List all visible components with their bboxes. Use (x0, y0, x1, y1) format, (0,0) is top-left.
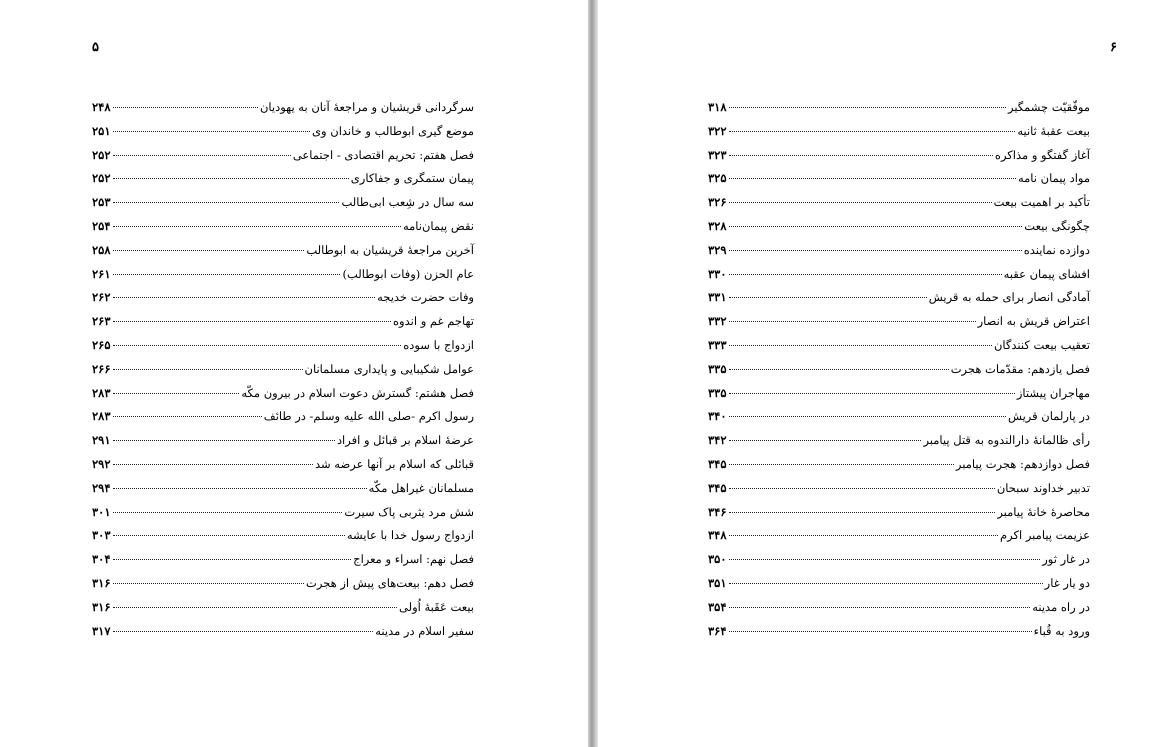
toc-entry (92, 429, 474, 453)
toc-entry-title: عام الحزن (وفات ابوطالب) (342, 266, 474, 281)
toc-entry (92, 501, 474, 525)
toc-entry-page: ۲۵۲ (92, 171, 111, 186)
toc-entry-title: فصل یازدهم: مقدّمات هجرت (950, 361, 1090, 376)
toc-entry-page: ۳۴۶ (708, 504, 727, 519)
toc-entry-title: فصل دهم: بیعت‌های پیش از هجرت (306, 575, 474, 590)
dot-leader (729, 225, 1023, 227)
toc-entry-title: ورود به قُباء (1033, 623, 1090, 638)
toc-entry-title: بیعت عقبهٔ ثانیه (1017, 123, 1090, 138)
dot-leader (113, 154, 291, 156)
toc-entry (92, 263, 474, 287)
toc-entry (92, 334, 474, 358)
dot-leader (729, 344, 992, 346)
toc-entry-page: ۳۵۱ (708, 575, 727, 590)
dot-leader (113, 463, 313, 465)
right-page (598, 0, 1163, 747)
toc-entry-title: تدبیر خداوند سبحان (996, 480, 1090, 495)
toc-entry-title: عوامل شکیبایی و پایداری مسلمانان (304, 361, 474, 376)
dot-leader (729, 630, 1032, 632)
toc-entry-page: ۳۴۲ (708, 433, 727, 448)
dot-leader (113, 344, 402, 346)
toc-entry (708, 572, 1090, 596)
toc-entry (92, 382, 474, 406)
toc-entry-page: ۳۳۱ (708, 290, 727, 305)
toc-entry (708, 358, 1090, 382)
toc-entry (708, 286, 1090, 310)
toc-entry-page: ۳۳۵ (708, 361, 727, 376)
toc-entry-page: ۲۶۱ (92, 266, 111, 281)
dot-leader (113, 296, 376, 298)
toc-entry-page: ۳۶۴ (708, 623, 727, 638)
toc-entry-page: ۲۹۴ (92, 480, 111, 495)
toc-entry-title: آغاز گفتگو و مذاکره (994, 147, 1090, 162)
toc-entry-title: محاصرهٔ خانهٔ پیامبر (997, 504, 1090, 519)
dot-leader (113, 225, 401, 227)
dot-leader (729, 368, 949, 370)
toc-entry-page: ۳۳۲ (708, 314, 727, 329)
toc-entry (708, 405, 1090, 429)
dot-leader (113, 392, 240, 394)
dot-leader (729, 273, 1002, 275)
toc-entry-title: وفات حضرت خدیجه (377, 290, 474, 305)
dot-leader (729, 201, 992, 203)
toc-entry (92, 191, 474, 215)
dot-leader (729, 582, 1043, 584)
dot-leader (113, 415, 262, 417)
toc-entry-page: ۳۱۷ (92, 623, 111, 638)
toc-entry-page: ۲۵۲ (92, 147, 111, 162)
toc-entry (92, 405, 474, 429)
toc-entry-title: موضع گیری ابوطالب و خاندان وی (312, 123, 474, 138)
toc-entry-title: چگونگی بیعت (1024, 218, 1090, 233)
dot-leader (113, 273, 341, 275)
toc-entry-page: ۳۳۳ (708, 337, 727, 352)
dot-leader (113, 106, 258, 108)
toc-entry (92, 310, 474, 334)
dot-leader (113, 439, 335, 441)
toc-entry-title: ازدواج رسول خدا با عایشه (346, 528, 474, 543)
dot-leader (729, 130, 1016, 132)
toc-entry-title: تأکید بر اهمیت بیعت (993, 195, 1090, 210)
toc-entry-page: ۲۵۳ (92, 195, 111, 210)
dot-leader (113, 582, 304, 584)
toc-entry-page: ۲۸۳ (92, 385, 111, 400)
toc-entry (708, 429, 1090, 453)
toc-entry-page: ۳۴۸ (708, 528, 727, 543)
toc-entry (708, 501, 1090, 525)
toc-entry-title: فصل هشتم: گسترش دعوت اسلام در بیرون مکّه (241, 385, 474, 400)
dot-leader (113, 534, 345, 536)
table-of-contents (708, 96, 1090, 643)
toc-entry-title: سه سال در شِعب ابی‌طالب (341, 195, 474, 210)
toc-entry (708, 239, 1090, 263)
dot-leader (113, 511, 343, 513)
toc-entry (708, 620, 1090, 644)
toc-entry-title: آخرین مراجعهٔ قریشیان به ابوطالب (306, 242, 474, 257)
toc-entry (708, 596, 1090, 620)
toc-entry (708, 382, 1090, 406)
dot-leader (729, 177, 1016, 179)
toc-entry (708, 477, 1090, 501)
toc-entry (92, 524, 474, 548)
toc-entry-page: ۳۲۸ (708, 218, 727, 233)
dot-leader (729, 558, 1041, 560)
toc-entry-page: ۲۶۲ (92, 290, 111, 305)
toc-entry-page: ۳۱۶ (92, 575, 111, 590)
toc-entry-title: مهاجران پیشتاز (1016, 385, 1090, 400)
toc-entry-page: ۲۶۵ (92, 337, 111, 352)
toc-entry-page: ۳۲۲ (708, 123, 727, 138)
toc-entry (708, 120, 1090, 144)
toc-entry (92, 548, 474, 572)
toc-entry-title: نقض پیمان‌نامه (402, 218, 474, 233)
toc-entry-page: ۲۶۶ (92, 361, 111, 376)
toc-entry-page: ۳۴۰ (708, 409, 727, 424)
toc-entry-title: ازدواج با سوده (403, 337, 474, 352)
dot-leader (113, 368, 303, 370)
toc-entry-page: ۳۳۵ (708, 385, 727, 400)
toc-entry (92, 215, 474, 239)
dot-leader (113, 320, 392, 322)
toc-entry-page: ۲۵۸ (92, 242, 111, 257)
toc-entry-page: ۳۲۶ (708, 195, 727, 210)
page-number: ۶ (1110, 40, 1117, 55)
toc-entry-page: ۳۲۹ (708, 242, 727, 257)
toc-entry (708, 215, 1090, 239)
toc-entry-title: فصل هفتم: تحریم اقتصادی - اجتماعی (292, 147, 474, 162)
toc-entry-page: ۳۰۱ (92, 504, 111, 519)
toc-entry-page: ۲۴۸ (92, 100, 111, 114)
toc-entry (92, 144, 474, 168)
toc-entry-page: ۲۵۱ (92, 123, 111, 138)
toc-entry-title: آمادگی انصار برای حمله به قریش (928, 290, 1090, 305)
dot-leader (729, 320, 976, 322)
toc-entry-title: قبائلی که اسلام بر آنها عرضه شد (314, 456, 474, 471)
toc-entry (92, 453, 474, 477)
toc-entry-page: ۳۱۸ (708, 100, 727, 114)
toc-entry-title: در راه مدینه (1032, 599, 1090, 614)
toc-entry-title: رأی ظالمانهٔ دارالندوه به قتل پیامبر (923, 433, 1090, 448)
toc-entry-title: بیعت عَقَبهٔ اُولی (399, 599, 474, 614)
dot-leader (729, 439, 922, 441)
toc-entry-page: ۳۴۵ (708, 456, 727, 471)
book-gutter (588, 0, 598, 747)
toc-entry-title: سفیر اسلام در مدینه (375, 623, 474, 638)
dot-leader (729, 106, 1006, 108)
toc-entry-page: ۳۲۵ (708, 171, 727, 186)
toc-entry-page: ۳۰۳ (92, 528, 111, 543)
toc-entry (708, 144, 1090, 168)
dot-leader (113, 630, 374, 632)
dot-leader (729, 534, 999, 536)
toc-entry-title: افشای پیمان عقبه (1003, 266, 1090, 281)
dot-leader (113, 558, 352, 560)
dot-leader (113, 177, 349, 179)
toc-entry (708, 548, 1090, 572)
toc-entry-title: دوازده نماینده (1023, 242, 1090, 257)
dot-leader (729, 249, 1022, 251)
toc-entry-page: ۲۹۲ (92, 456, 111, 471)
toc-entry (708, 453, 1090, 477)
toc-entry-title: دو یار غار (1044, 575, 1090, 590)
toc-entry-page: ۳۰۴ (92, 552, 111, 567)
dot-leader (729, 606, 1031, 608)
toc-entry (708, 524, 1090, 548)
toc-entry-title: اعتراض قریش به انصار (977, 314, 1090, 329)
dot-leader (729, 415, 1006, 417)
toc-entry (92, 167, 474, 191)
dot-leader (729, 392, 1015, 394)
toc-entry (708, 310, 1090, 334)
toc-entry (92, 120, 474, 144)
toc-entry (92, 620, 474, 644)
toc-entry-title: موفّقیّت چشمگیر (1007, 100, 1090, 114)
toc-entry (708, 96, 1090, 120)
toc-entry (708, 167, 1090, 191)
toc-entry (708, 334, 1090, 358)
toc-entry (92, 596, 474, 620)
toc-entry (92, 572, 474, 596)
toc-entry (92, 286, 474, 310)
dot-leader (729, 511, 996, 513)
dot-leader (729, 154, 993, 156)
dot-leader (113, 487, 367, 489)
dot-leader (113, 130, 311, 132)
toc-entry-title: تهاجم غم و اندوه (393, 314, 474, 329)
toc-entry-title: فصل دوازدهم: هجرت پیامبر (955, 456, 1090, 471)
page-number: ۵ (92, 40, 99, 55)
toc-entry (92, 358, 474, 382)
toc-entry-title: در پارلمان قریش (1007, 409, 1090, 424)
toc-entry (708, 263, 1090, 287)
toc-entry-title: فصل نهم: اسراء و معراج (353, 552, 474, 567)
toc-entry-page: ۳۲۳ (708, 147, 727, 162)
toc-entry-title: تعقیب بیعت کنندگان (993, 337, 1090, 352)
toc-entry-title: سرگردانی قریشیان و مراجعهٔ آنان به یهودیان (259, 100, 474, 114)
dot-leader (729, 487, 995, 489)
toc-entry-page: ۳۵۰ (708, 552, 727, 567)
toc-entry (92, 477, 474, 501)
toc-entry (92, 96, 474, 120)
dot-leader (113, 606, 397, 608)
toc-entry-title: عرضهٔ اسلام بر قبائل و افراد (336, 433, 474, 448)
dot-leader (729, 463, 954, 465)
toc-entry (708, 191, 1090, 215)
toc-entry-title: رسول اکرم -صلی الله علیه وسلم- در طائف (263, 409, 474, 424)
toc-entry-page: ۲۶۳ (92, 314, 111, 329)
toc-entry-title: مواد پیمان نامه (1017, 171, 1090, 186)
toc-entry (92, 239, 474, 263)
toc-entry-title: مسلمانان غیراهل مکّه (368, 480, 474, 495)
toc-entry-title: پیمان ستمگری و جفاکاری (350, 171, 474, 186)
dot-leader (729, 296, 927, 298)
toc-entry-page: ۳۱۶ (92, 599, 111, 614)
toc-entry-page: ۳۵۴ (708, 599, 727, 614)
toc-entry-page: ۳۳۰ (708, 266, 727, 281)
toc-entry-page: ۲۹۱ (92, 433, 111, 448)
toc-entry-title: عزیمت پیامبر اکرم (1000, 528, 1090, 543)
toc-entry-page: ۲۵۴ (92, 218, 111, 233)
toc-entry-title: شش مرد یثربی پاک سیرت (344, 504, 474, 519)
table-of-contents (92, 96, 474, 643)
toc-entry-page: ۲۸۳ (92, 409, 111, 424)
dot-leader (113, 249, 305, 251)
toc-entry-page: ۳۴۵ (708, 480, 727, 495)
dot-leader (113, 201, 340, 203)
toc-entry-title: در غار ثور (1042, 552, 1090, 567)
